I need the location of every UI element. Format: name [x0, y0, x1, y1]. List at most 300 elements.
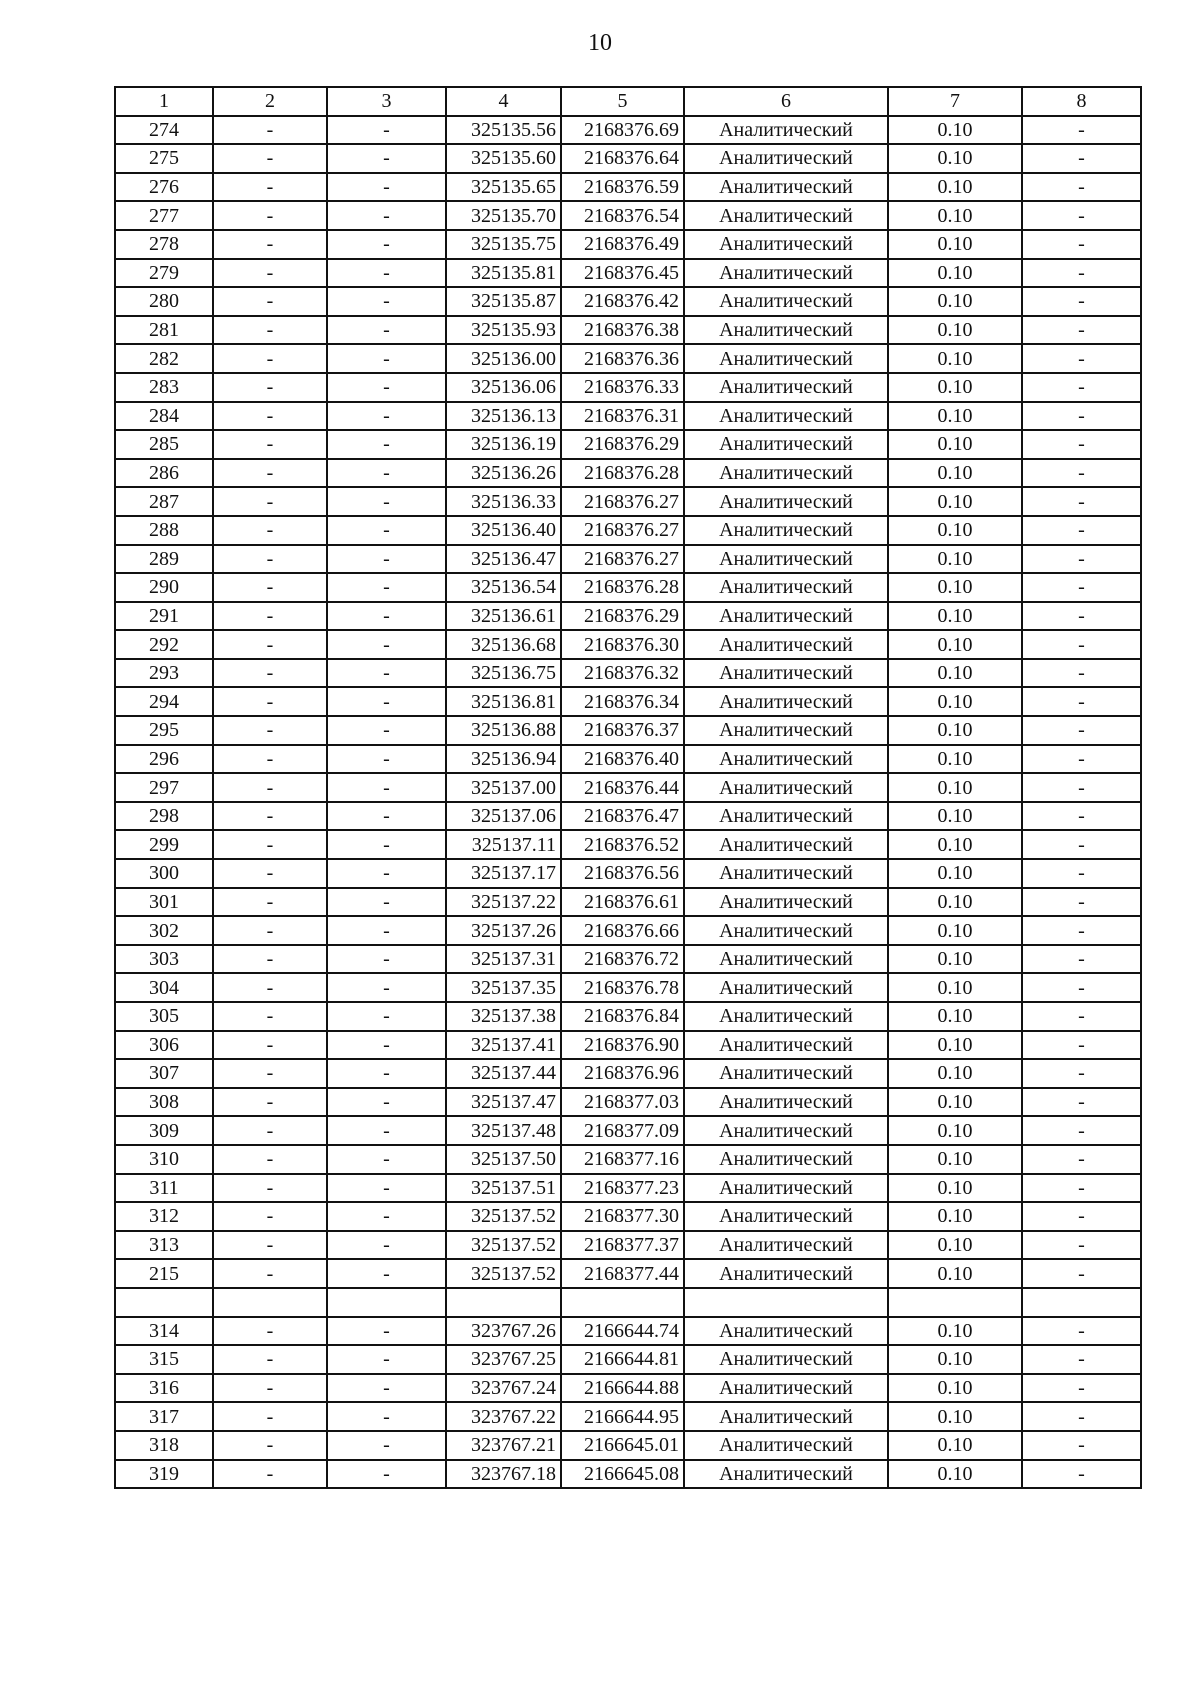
table-cell: 0.10 [888, 487, 1022, 516]
table-cell: - [327, 1259, 446, 1288]
table-row [115, 602, 1141, 631]
table-cell: Аналитический [684, 459, 888, 488]
table-cell: Аналитический [684, 1059, 888, 1088]
table-cell: 325137.31 [446, 945, 561, 974]
table-row [115, 659, 1141, 688]
table-cell: Аналитический [684, 1145, 888, 1174]
table-cell: - [213, 745, 327, 774]
table-cell: Аналитический [684, 1031, 888, 1060]
table-cell: 325137.35 [446, 973, 561, 1002]
table-cell: 2168376.78 [561, 973, 684, 1002]
table-cell: 0.10 [888, 402, 1022, 431]
column-header: 7 [888, 87, 1022, 116]
table-cell: 0.10 [888, 916, 1022, 945]
table-cell: 0.10 [888, 1088, 1022, 1117]
table-cell: 2168377.37 [561, 1231, 684, 1260]
table-cell [684, 1288, 888, 1317]
table-cell: 2168376.42 [561, 287, 684, 316]
table-cell: 0.10 [888, 945, 1022, 974]
table-cell: 0.10 [888, 888, 1022, 917]
table-row [115, 430, 1141, 459]
table-row [115, 1231, 1141, 1260]
table-cell: 314 [115, 1317, 213, 1346]
table-cell: 2168376.38 [561, 316, 684, 345]
table-cell: 0.10 [888, 259, 1022, 288]
table-row [115, 116, 1141, 145]
table-cell: - [327, 144, 446, 173]
table-cell: 0.10 [888, 830, 1022, 859]
table-cell: 284 [115, 402, 213, 431]
table-cell: Аналитический [684, 373, 888, 402]
table-cell: - [1022, 1231, 1141, 1260]
table-cell: 2168376.37 [561, 716, 684, 745]
table-cell: 2168376.32 [561, 659, 684, 688]
table-cell [446, 1288, 561, 1317]
table-cell: - [213, 1231, 327, 1260]
table-row [115, 830, 1141, 859]
table-cell: - [327, 516, 446, 545]
table-cell: 0.10 [888, 773, 1022, 802]
table-cell: Аналитический [684, 1374, 888, 1403]
table-cell: - [327, 230, 446, 259]
table-cell: 303 [115, 945, 213, 974]
table-row [115, 1031, 1141, 1060]
table-cell: - [327, 373, 446, 402]
table-cell: 0.10 [888, 116, 1022, 145]
table-cell: 325137.41 [446, 1031, 561, 1060]
table-cell: 2168376.96 [561, 1059, 684, 1088]
table-cell: - [327, 1002, 446, 1031]
table-cell: - [1022, 687, 1141, 716]
table-cell: 2168376.61 [561, 888, 684, 917]
table-cell: - [327, 888, 446, 917]
table-cell: Аналитический [684, 973, 888, 1002]
table-cell: 325137.06 [446, 802, 561, 831]
table-cell: Аналитический [684, 716, 888, 745]
table-cell: Аналитический [684, 1002, 888, 1031]
table-cell: - [327, 430, 446, 459]
table-cell: - [327, 716, 446, 745]
table-cell: 2168376.84 [561, 1002, 684, 1031]
table-cell: - [213, 1374, 327, 1403]
table-cell: 275 [115, 144, 213, 173]
table-row [115, 687, 1141, 716]
table-row [115, 459, 1141, 488]
table-cell: - [1022, 1116, 1141, 1145]
table-cell: 0.10 [888, 1002, 1022, 1031]
table-cell: - [327, 945, 446, 974]
table-row [115, 745, 1141, 774]
table-row [115, 1202, 1141, 1231]
table-cell: - [327, 173, 446, 202]
table-cell: 317 [115, 1402, 213, 1431]
table-cell: 0.10 [888, 201, 1022, 230]
table-cell: - [327, 1145, 446, 1174]
table-cell: - [213, 344, 327, 373]
table-cell: - [327, 1174, 446, 1203]
table-cell: Аналитический [684, 1317, 888, 1346]
table-cell: Аналитический [684, 1259, 888, 1288]
table-cell: - [1022, 888, 1141, 917]
table-cell: 276 [115, 173, 213, 202]
table-cell: 312 [115, 1202, 213, 1231]
column-header: 2 [213, 87, 327, 116]
table-cell: 2168377.44 [561, 1259, 684, 1288]
table-cell: - [213, 945, 327, 974]
table-cell: 2168376.59 [561, 173, 684, 202]
table-cell: 323767.26 [446, 1317, 561, 1346]
table-row [115, 545, 1141, 574]
table-cell: 325136.40 [446, 516, 561, 545]
table-cell: - [327, 287, 446, 316]
table-cell: - [1022, 201, 1141, 230]
table-row [115, 402, 1141, 431]
table-cell: 2168376.27 [561, 545, 684, 574]
table-row [115, 287, 1141, 316]
table-cell: Аналитический [684, 802, 888, 831]
table-cell: 2166644.74 [561, 1317, 684, 1346]
table-cell: - [1022, 1174, 1141, 1203]
table-cell: 325136.81 [446, 687, 561, 716]
table-cell: - [213, 630, 327, 659]
table-cell: 288 [115, 516, 213, 545]
table-cell: Аналитический [684, 144, 888, 173]
table-cell: - [1022, 1059, 1141, 1088]
table-cell: - [327, 630, 446, 659]
table-cell: 298 [115, 802, 213, 831]
table-cell: 0.10 [888, 630, 1022, 659]
table-cell: - [327, 1031, 446, 1060]
table-cell: - [213, 402, 327, 431]
table-cell: 325137.51 [446, 1174, 561, 1203]
table-cell: 2168376.66 [561, 916, 684, 945]
table-cell [213, 1288, 327, 1317]
table-cell: - [327, 1059, 446, 1088]
table-cell: Аналитический [684, 888, 888, 917]
table-cell: - [1022, 916, 1141, 945]
table-cell: Аналитический [684, 602, 888, 631]
table-cell: 325136.00 [446, 344, 561, 373]
table-cell: 0.10 [888, 430, 1022, 459]
table-cell: 0.10 [888, 659, 1022, 688]
table-cell: 291 [115, 602, 213, 631]
table-cell: 0.10 [888, 287, 1022, 316]
table-cell: Аналитический [684, 573, 888, 602]
table-cell: - [213, 116, 327, 145]
table-cell: - [213, 144, 327, 173]
table-cell: - [327, 602, 446, 631]
table-cell: 2166645.01 [561, 1431, 684, 1460]
table-cell: 2166644.81 [561, 1345, 684, 1374]
table-cell: - [1022, 659, 1141, 688]
table-cell: Аналитический [684, 287, 888, 316]
table-cell: - [327, 316, 446, 345]
table-cell: 316 [115, 1374, 213, 1403]
table-cell: - [1022, 1431, 1141, 1460]
table-cell: 0.10 [888, 1317, 1022, 1346]
table-row [115, 316, 1141, 345]
table-cell: - [327, 1202, 446, 1231]
table-cell: 325136.61 [446, 602, 561, 631]
table-cell: Аналитический [684, 516, 888, 545]
table-cell: 278 [115, 230, 213, 259]
table-cell: 0.10 [888, 573, 1022, 602]
table-cell: - [327, 687, 446, 716]
table-cell: 293 [115, 659, 213, 688]
table-cell: 325136.13 [446, 402, 561, 431]
table-cell: - [1022, 1145, 1141, 1174]
table-cell: - [213, 1460, 327, 1489]
table-cell: - [1022, 802, 1141, 831]
table-cell: 325135.75 [446, 230, 561, 259]
table-body [115, 116, 1141, 1489]
table-cell: 325135.93 [446, 316, 561, 345]
table-cell: Аналитический [684, 116, 888, 145]
table-cell: - [213, 516, 327, 545]
table-cell: 2166644.88 [561, 1374, 684, 1403]
table-cell: 0.10 [888, 316, 1022, 345]
table-cell: 325137.44 [446, 1059, 561, 1088]
table-cell: 2168376.64 [561, 144, 684, 173]
table-row [115, 1402, 1141, 1431]
table-cell: - [327, 1088, 446, 1117]
table-cell: - [327, 1431, 446, 1460]
table-cell: 325136.68 [446, 630, 561, 659]
table-cell: - [213, 659, 327, 688]
table-cell: 2166644.95 [561, 1402, 684, 1431]
table-cell: Аналитический [684, 1345, 888, 1374]
table-cell: 325136.94 [446, 745, 561, 774]
table-cell: 274 [115, 116, 213, 145]
table-cell: 325136.33 [446, 487, 561, 516]
table-cell: 0.10 [888, 344, 1022, 373]
table-cell: 302 [115, 916, 213, 945]
table-cell: 2168377.16 [561, 1145, 684, 1174]
table-cell: - [1022, 945, 1141, 974]
table-cell: - [327, 859, 446, 888]
table-cell: - [213, 888, 327, 917]
table-row [115, 630, 1141, 659]
table-cell: 0.10 [888, 602, 1022, 631]
table-row [115, 716, 1141, 745]
table-cell: 325137.50 [446, 1145, 561, 1174]
table-cell: - [1022, 773, 1141, 802]
table-cell: - [1022, 373, 1141, 402]
table-cell: - [1022, 1202, 1141, 1231]
table-cell: - [213, 916, 327, 945]
table-row [115, 230, 1141, 259]
table-cell: 281 [115, 316, 213, 345]
table-cell: 2168376.47 [561, 802, 684, 831]
table-cell: 305 [115, 1002, 213, 1031]
table-cell: Аналитический [684, 545, 888, 574]
table-cell: 2168376.27 [561, 516, 684, 545]
table-cell: 292 [115, 630, 213, 659]
table-cell: 325137.17 [446, 859, 561, 888]
table-cell: 309 [115, 1116, 213, 1145]
table-row [115, 516, 1141, 545]
table-cell: 0.10 [888, 1431, 1022, 1460]
table-cell: 0.10 [888, 1174, 1022, 1203]
table-cell: - [213, 1259, 327, 1288]
table-cell: 325137.26 [446, 916, 561, 945]
table-row [115, 859, 1141, 888]
table-cell: - [213, 602, 327, 631]
table-row [115, 1460, 1141, 1489]
table-cell: - [213, 687, 327, 716]
table-cell: 325137.11 [446, 830, 561, 859]
table-row [115, 344, 1141, 373]
table-cell: - [213, 373, 327, 402]
table-cell: 325135.70 [446, 201, 561, 230]
table-cell: - [213, 716, 327, 745]
table-cell: - [213, 1116, 327, 1145]
table-cell: - [1022, 630, 1141, 659]
table-cell: 0.10 [888, 144, 1022, 173]
table-cell [561, 1288, 684, 1317]
table-cell: 0.10 [888, 687, 1022, 716]
table-cell: - [213, 1002, 327, 1031]
table-cell: 2168376.27 [561, 487, 684, 516]
table-cell: - [327, 402, 446, 431]
table-cell: Аналитический [684, 687, 888, 716]
table-cell: 2168376.45 [561, 259, 684, 288]
table-cell: 2168376.90 [561, 1031, 684, 1060]
table-cell: - [1022, 602, 1141, 631]
table-row [115, 1288, 1141, 1317]
table-cell: 325137.52 [446, 1202, 561, 1231]
table-cell: 325135.60 [446, 144, 561, 173]
table-cell: 286 [115, 459, 213, 488]
table-cell: Аналитический [684, 487, 888, 516]
table-cell: - [327, 344, 446, 373]
table-row [115, 1088, 1141, 1117]
table-cell: 0.10 [888, 516, 1022, 545]
table-cell: 319 [115, 1460, 213, 1489]
table-cell: 2168376.44 [561, 773, 684, 802]
column-header: 8 [1022, 87, 1141, 116]
table-cell: Аналитический [684, 259, 888, 288]
table-cell: - [213, 1317, 327, 1346]
table-cell: Аналитический [684, 316, 888, 345]
table-cell: 0.10 [888, 545, 1022, 574]
table-cell: 2168376.28 [561, 459, 684, 488]
column-header: 3 [327, 87, 446, 116]
table-cell: 318 [115, 1431, 213, 1460]
table-cell: 2168376.28 [561, 573, 684, 602]
table-cell: 325135.56 [446, 116, 561, 145]
table-cell: 0.10 [888, 173, 1022, 202]
table-cell: - [1022, 1345, 1141, 1374]
table-cell: 279 [115, 259, 213, 288]
table-cell: Аналитический [684, 830, 888, 859]
table-cell: 325136.54 [446, 573, 561, 602]
table-cell: - [327, 773, 446, 802]
table-cell: - [1022, 830, 1141, 859]
table-cell: - [1022, 487, 1141, 516]
table-row [115, 945, 1141, 974]
table-cell: 0.10 [888, 230, 1022, 259]
table-cell: 325137.00 [446, 773, 561, 802]
table-cell: - [327, 916, 446, 945]
table-cell: - [213, 573, 327, 602]
table-cell: - [327, 459, 446, 488]
table-cell: - [327, 116, 446, 145]
table-cell: 2168377.03 [561, 1088, 684, 1117]
table-cell: 2168376.72 [561, 945, 684, 974]
table-cell: 0.10 [888, 716, 1022, 745]
table-cell: 0.10 [888, 859, 1022, 888]
table-row [115, 973, 1141, 1002]
table-cell: 301 [115, 888, 213, 917]
table-cell: - [1022, 1002, 1141, 1031]
table-row [115, 201, 1141, 230]
table-cell: - [213, 973, 327, 1002]
table-cell: - [1022, 173, 1141, 202]
table-cell: 0.10 [888, 1145, 1022, 1174]
column-header: 1 [115, 87, 213, 116]
table-cell: 325137.38 [446, 1002, 561, 1031]
table-cell: 299 [115, 830, 213, 859]
table-row [115, 1259, 1141, 1288]
table-cell: - [1022, 973, 1141, 1002]
table-cell: - [1022, 144, 1141, 173]
table-cell: Аналитический [684, 916, 888, 945]
table-cell: - [213, 259, 327, 288]
table-cell: Аналитический [684, 173, 888, 202]
table-cell: Аналитический [684, 630, 888, 659]
table-cell: - [1022, 259, 1141, 288]
table-cell: 2168377.23 [561, 1174, 684, 1203]
table-row [115, 1317, 1141, 1346]
table-cell: - [327, 545, 446, 574]
table-cell: 325137.47 [446, 1088, 561, 1117]
table-row [115, 773, 1141, 802]
table-cell: - [213, 1202, 327, 1231]
table-row [115, 1116, 1141, 1145]
table-cell: 2168376.31 [561, 402, 684, 431]
table-cell: - [327, 573, 446, 602]
table-cell: Аналитический [684, 1202, 888, 1231]
table-cell: 0.10 [888, 1116, 1022, 1145]
table-cell: 280 [115, 287, 213, 316]
table-cell [888, 1288, 1022, 1317]
table-cell: - [1022, 716, 1141, 745]
table-cell: 2168377.09 [561, 1116, 684, 1145]
table-cell: 325136.26 [446, 459, 561, 488]
table-cell: 2168376.52 [561, 830, 684, 859]
table-cell: 313 [115, 1231, 213, 1260]
column-header: 4 [446, 87, 561, 116]
table-cell: 0.10 [888, 1402, 1022, 1431]
table-cell: - [327, 1460, 446, 1489]
table-row [115, 259, 1141, 288]
table-cell: 295 [115, 716, 213, 745]
table-cell: 323767.21 [446, 1431, 561, 1460]
table-cell: 0.10 [888, 1345, 1022, 1374]
table-cell: - [1022, 116, 1141, 145]
table-cell: - [327, 1116, 446, 1145]
table-row [115, 487, 1141, 516]
table-cell: - [213, 1402, 327, 1431]
table-cell: Аналитический [684, 1088, 888, 1117]
table-row [115, 888, 1141, 917]
table-cell: 300 [115, 859, 213, 888]
table-row [115, 916, 1141, 945]
table-cell: 2168376.33 [561, 373, 684, 402]
table-cell: - [1022, 402, 1141, 431]
table-cell: - [213, 201, 327, 230]
